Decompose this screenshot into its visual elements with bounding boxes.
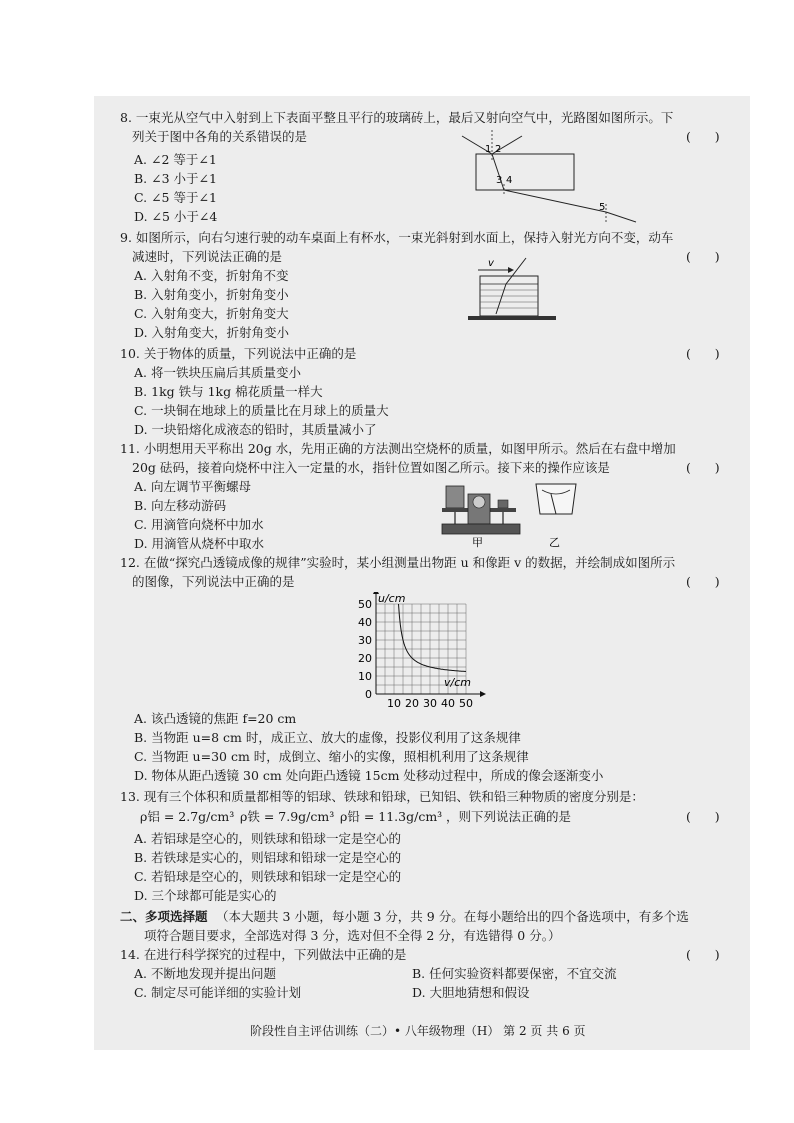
- origin-label: 0: [365, 688, 372, 701]
- q8-option-c: C. ∠5 等于∠1: [134, 190, 217, 205]
- q13-stem-tail: ，则下列说法正确的是: [446, 809, 572, 824]
- v-tick-label: 50: [459, 697, 473, 710]
- q9-option-c: C. 入射角变大，折射角变大: [134, 306, 289, 321]
- figure-label-yi: 乙: [549, 536, 560, 549]
- q11-answer-paren: ( ): [686, 460, 720, 475]
- q12-option-d: D. 物体从距凸透镜 30 cm 处向距凸透镜 15cm 处移动过程中，所成的像会逐渐变小: [134, 768, 604, 783]
- q13-option-b: B. 若铁球是实心的，则铝球和铅球一定是空心的: [134, 850, 402, 865]
- u-axis-label: u/cm: [378, 592, 406, 605]
- q12-option-c: C. 当物距 u=30 cm 时，成倒立、缩小的实像，照相机利用了这条规律: [134, 749, 529, 764]
- q9-option-d: D. 入射角变大，折射角变小: [134, 325, 290, 340]
- q9-option-a: A. 入射角不变，折射角不变: [134, 268, 289, 283]
- q13-density-iron: ρ铁 = 7.9g/cm³: [240, 809, 335, 824]
- section2-description-line2: 项符合题目要求，全部选对得 3 分，选对但不全得 2 分，有选错得 0 分。）: [144, 928, 561, 943]
- angle-label-3: 3: [496, 175, 503, 186]
- object-image-distance-graph: [346, 592, 516, 710]
- page-footer: 阶段性自主评估训练（二）• 八年级物理（H） 第 2 页 共 6 页: [250, 1024, 586, 1038]
- u-tick-label: 50: [358, 598, 372, 611]
- v-tick-label: 30: [423, 697, 437, 710]
- q9-stem-line1: 9. 如图所示，向右匀速行驶的动车桌面上有杯水，一束光斜射到水面上，保持入射光方向不变，动车: [120, 230, 674, 245]
- q11-stem-line1: 11. 小明想用天平称出 20g 水，先用正确的方法测出空烧杯的质量，如图甲所示。然后在右盘中增加: [120, 441, 676, 456]
- q12-answer-paren: ( ): [686, 574, 720, 589]
- section2-heading: 二、多项选择题: [120, 909, 208, 924]
- q13-answer-paren: ( ): [686, 809, 720, 824]
- v-axis-arrow: [480, 691, 486, 697]
- v-tick-label: 40: [441, 697, 455, 710]
- q8-answer-paren: ( ): [686, 129, 720, 144]
- q12-option-a: A. 该凸透镜的焦距 f=20 cm: [134, 711, 297, 726]
- q11-option-c: C. 用滴管向烧杯中加水: [134, 517, 264, 532]
- q14-option-c: C. 制定尽可能详细的实验计划: [134, 985, 302, 1000]
- velocity-label: v: [488, 258, 494, 269]
- q12-stem-line1: 12. 在做“探究凸透镜成像的规律”实验时，某小组测量出物距 u 和像距 v 的数据，并绘制成如图所示: [120, 555, 676, 570]
- q11-option-a: A. 向左调节平衡螺母: [134, 479, 251, 494]
- angle-label-2: 2: [495, 144, 502, 155]
- q10-stem: 10. 关于物体的质量，下列说法中正确的是: [120, 346, 357, 361]
- q11-option-d: D. 用滴管从烧杯中取水: [134, 536, 265, 551]
- angle-label-1: 1: [485, 144, 492, 155]
- q10-option-d: D. 一块铅熔化成液态的铅时，其质量减小了: [134, 422, 377, 437]
- q14-option-b: B. 任何实验资料都要保密，不宜交流: [412, 966, 617, 981]
- u-tick-label: 10: [358, 670, 372, 683]
- q13-option-c: C. 若铅球是空心的，则铁球和铝球一定是空心的: [134, 869, 402, 884]
- v-tick-label: 20: [405, 697, 419, 710]
- water-cup-on-train-table-figure: [466, 254, 562, 328]
- q12-option-b: B. 当物距 u=8 cm 时，成正立、放大的虚像，投影仪利用了这条规律: [134, 730, 521, 745]
- q10-option-a: A. 将一铁块压扁后其质量变小: [134, 365, 301, 380]
- q10-answer-paren: ( ): [686, 346, 720, 361]
- uv-curve: [399, 604, 467, 672]
- exam-page: [94, 96, 750, 1050]
- v-axis-label: v/cm: [444, 676, 471, 689]
- angle-label-5: 5: [599, 202, 606, 213]
- q8-option-b: B. ∠3 小于∠1: [134, 171, 217, 186]
- q10-option-b: B. 1kg 铁与 1kg 棉花质量一样大: [134, 384, 323, 399]
- q12-stem-line2: 的图像，下列说法中正确的是: [132, 574, 295, 589]
- section2-description-line1: （本大题共 3 小题，每小题 3 分，共 9 分。在每小题给出的四个备选项中，有多个选: [216, 909, 689, 924]
- q13-stem-line1: 13. 现有三个体积和质量都相等的铝球、铁球和铅球，已知铝、铁和铅三种物质的密度分别是：: [120, 789, 644, 804]
- q9-answer-paren: ( ): [686, 249, 720, 264]
- q13-option-d: D. 三个球都可能是实心的: [134, 888, 277, 903]
- glass-block-light-path-figure: [456, 130, 642, 226]
- q9-stem-line2: 减速时，下列说法正确的是: [132, 249, 283, 264]
- q8-option-d: D. ∠5 小于∠4: [134, 209, 218, 224]
- figure-label-jia: 甲: [472, 536, 483, 549]
- q8-option-a: A. ∠2 等于∠1: [134, 152, 217, 167]
- q11-stem-line2: 20g 砝码，接着向烧杯中注入一定量的水，指针位置如图乙所示。接下来的操作应该是: [132, 460, 610, 475]
- v-tick-label: 10: [387, 697, 401, 710]
- angle-label-4: 4: [506, 175, 513, 186]
- q8-stem-line2: 列关于图中各角的关系错误的是: [132, 129, 308, 144]
- q9-option-b: B. 入射角变小，折射角变小: [134, 287, 289, 302]
- q11-option-b: B. 向左移动游码: [134, 498, 227, 513]
- q13-density-aluminum: ρ铝 = 2.7g/cm³: [140, 809, 235, 824]
- q14-option-d: D. 大胆地猜想和假设: [412, 985, 530, 1000]
- u-tick-label: 40: [358, 616, 372, 629]
- q14-option-a: A. 不断地发现并提出问题: [134, 966, 276, 981]
- q13-option-a: A. 若铝球是空心的，则铁球和铅球一定是空心的: [134, 831, 401, 846]
- q14-stem: 14. 在进行科学探究的过程中，下列做法中正确的是: [120, 947, 407, 962]
- balance-scale-figure: [438, 476, 588, 550]
- q10-option-c: C. 一块铜在地球上的质量比在月球上的质量大: [134, 403, 389, 418]
- u-tick-label: 30: [358, 634, 372, 647]
- q8-stem-line1: 8. 一束光从空气中入射到上下表面平整且平行的玻璃砖上，最后又射向空气中，光路图如图所示。下: [120, 110, 674, 125]
- q13-density-lead: ρ铅 = 11.3g/cm³: [340, 809, 443, 824]
- u-tick-label: 20: [358, 652, 372, 665]
- q14-answer-paren: ( ): [686, 947, 720, 962]
